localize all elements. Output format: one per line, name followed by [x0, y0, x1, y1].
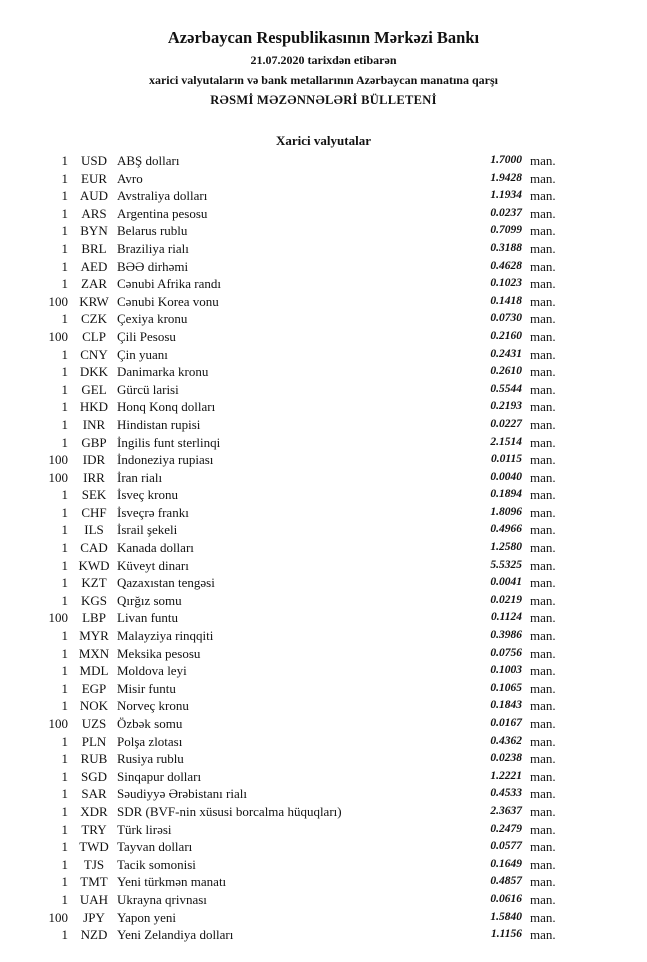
currency-code: PLN [81, 733, 107, 749]
exchange-rate: 1.5840 [490, 910, 522, 923]
currency-code: TWD [79, 839, 109, 855]
currency-unit: man. [530, 240, 556, 256]
table-row [0, 240, 647, 258]
currency-name: İngilis funt sterlinqi [117, 434, 221, 450]
currency-name: Avstraliya dolları [117, 188, 208, 204]
currency-name: Hindistan rupisi [117, 416, 201, 432]
exchange-rate: 1.2580 [490, 541, 522, 554]
table-row [0, 609, 647, 627]
bulletin-description: xarici valyutaların və bank metallarının Azərbaycan manatına qarşı [148, 73, 498, 87]
exchange-rate: 0.2193 [490, 400, 522, 413]
currency-name: Argentina pesosu [117, 205, 208, 221]
currency-code: MDL [79, 663, 109, 679]
currency-code: SGD [80, 768, 107, 784]
table-row [0, 416, 647, 434]
currency-code: TRY [81, 821, 107, 837]
currency-name: Qazaxıstan tengəsi [117, 575, 215, 591]
table-row [0, 258, 647, 276]
currency-unit: man. [530, 469, 556, 485]
unit-amount: 100 [48, 716, 68, 731]
currency-name: Küveyt dinarı [117, 557, 189, 573]
currency-unit: man. [530, 856, 556, 872]
table-row [0, 222, 647, 240]
exchange-rate: 0.4966 [490, 523, 522, 536]
currency-code: SAR [81, 786, 107, 802]
unit-amount: 1 [61, 381, 68, 397]
table-row [0, 909, 647, 927]
unit-amount: 100 [48, 909, 68, 925]
table-row [0, 310, 647, 328]
table-row [0, 328, 647, 346]
currency-unit: man. [530, 328, 556, 344]
exchange-rate: 0.0227 [490, 417, 522, 430]
unit-amount: 1 [61, 153, 68, 168]
currency-unit: man. [530, 346, 556, 362]
currency-code: KGS [80, 592, 107, 608]
exchange-rate: 1.2221 [490, 769, 522, 782]
unit-amount: 1 [61, 856, 68, 872]
currency-name: Cənubi Afrika randı [117, 276, 221, 292]
currency-unit: man. [530, 276, 556, 292]
currency-unit: man. [530, 716, 556, 731]
unit-amount: 1 [61, 663, 68, 679]
currency-name: SDR (BVF-nin xüsusi borcalma hüquqları) [117, 803, 342, 819]
table-row [0, 574, 647, 592]
currency-code: CLP [82, 328, 106, 344]
unit-amount: 1 [61, 364, 68, 380]
unit-amount: 1 [61, 311, 68, 327]
table-row [0, 469, 647, 487]
currency-unit: man. [530, 909, 556, 925]
currency-code: BYN [80, 223, 108, 239]
currency-unit: man. [530, 399, 556, 415]
table-row [0, 821, 647, 839]
exchange-rate: 1.7000 [490, 154, 522, 166]
exchange-rate: 0.0577 [490, 840, 522, 853]
currency-code: NZD [80, 927, 108, 943]
currency-code: AED [80, 258, 108, 274]
table-row [0, 293, 647, 311]
bank-title: Azərbaycan Respublikasının Mərkəzi Bankı [167, 28, 480, 47]
currency-name: Avro [117, 170, 143, 186]
currency-name: Malayziya rinqqiti [117, 628, 214, 644]
currency-code: TJS [83, 856, 105, 872]
currency-code: BRL [81, 240, 107, 256]
currency-name: Misir funtu [117, 680, 176, 696]
currency-unit: man. [530, 839, 556, 855]
unit-amount: 1 [61, 258, 68, 274]
unit-amount: 1 [61, 821, 68, 837]
currency-unit: man. [530, 522, 556, 538]
table-row [0, 557, 647, 575]
unit-amount: 1 [61, 575, 68, 591]
table-row [0, 434, 647, 452]
currency-name: Polşa zlotası [117, 733, 183, 749]
currency-name: Norveç kronu [117, 698, 189, 714]
currency-name: Meksika pesosu [117, 645, 201, 661]
unit-amount: 1 [61, 751, 68, 767]
currency-code: DKK [79, 364, 109, 380]
exchange-rate: 0.2479 [490, 822, 522, 835]
currency-code: CHF [81, 504, 107, 520]
table-row [0, 662, 647, 680]
currency-code: KRW [79, 293, 109, 309]
effective-date: 21.07.2020 tarixdən etibarən [250, 53, 397, 67]
currency-unit: man. [530, 645, 556, 661]
table-row [0, 873, 647, 891]
unit-amount: 1 [61, 592, 68, 608]
currency-unit: man. [530, 311, 556, 327]
currency-code: TMT [80, 874, 108, 890]
currency-name: Qırğız somu [117, 592, 182, 608]
exchange-rate: 0.7099 [490, 224, 522, 237]
currency-unit: man. [530, 575, 556, 591]
table-row [0, 785, 647, 803]
currency-unit: man. [530, 680, 556, 696]
currency-code: MYR [79, 628, 109, 644]
currency-name: Tayvan dolları [117, 839, 193, 855]
exchange-rate: 0.3188 [490, 241, 522, 254]
table-row [0, 645, 647, 663]
table-row [0, 680, 647, 698]
unit-amount: 1 [61, 276, 68, 292]
table-row [0, 521, 647, 539]
currency-unit: man. [530, 188, 556, 204]
currency-code: RUB [80, 751, 108, 767]
currency-unit: man. [530, 223, 556, 239]
exchange-rate: 0.1649 [490, 857, 522, 870]
currency-code: IDR [82, 452, 106, 468]
unit-amount: 1 [61, 891, 68, 907]
unit-amount: 1 [61, 680, 68, 696]
currency-code: USD [80, 153, 107, 168]
unit-amount: 1 [61, 205, 68, 221]
currency-code: CZK [81, 311, 107, 327]
bulletin-title: RƏSMİ MƏZƏNNƏLƏRİ BÜLLETENİ [210, 93, 437, 107]
exchange-rate: 0.0040 [490, 470, 522, 483]
currency-unit: man. [530, 768, 556, 784]
currency-unit: man. [530, 452, 556, 468]
currency-unit: man. [530, 786, 556, 802]
currency-name: Sinqapur dolları [117, 768, 202, 784]
table-row [0, 504, 647, 522]
currency-name: Livan funtu [117, 610, 179, 626]
unit-amount: 1 [61, 786, 68, 802]
section-title: Xarici valyutalar [276, 133, 371, 148]
currency-code: JPY [83, 909, 105, 925]
table-row [0, 363, 647, 381]
unit-amount: 1 [61, 733, 68, 749]
currency-name: Kanada dolları [117, 540, 194, 556]
table-row [0, 697, 647, 715]
currency-name: İsrail şekeli [117, 522, 178, 538]
unit-amount: 1 [61, 223, 68, 239]
currency-unit: man. [530, 927, 556, 943]
exchange-rate: 1.9428 [490, 171, 522, 184]
unit-amount: 1 [61, 839, 68, 855]
currency-code: ZAR [81, 276, 107, 292]
table-row [0, 627, 647, 645]
table-row [0, 187, 647, 205]
currency-code: UAH [79, 891, 109, 907]
currency-name: Yapon yeni [117, 909, 176, 925]
table-row [0, 592, 647, 610]
currency-unit: man. [530, 592, 556, 608]
unit-amount: 1 [61, 628, 68, 644]
currency-name: İsveç kronu [117, 487, 179, 503]
currency-name: Özbək somu [117, 716, 183, 731]
currency-name: Çili Pesosu [117, 328, 176, 344]
exchange-rate: 2.1514 [490, 435, 522, 448]
unit-amount: 1 [61, 803, 68, 819]
exchange-rate: 0.0238 [490, 752, 522, 765]
currency-unit: man. [530, 258, 556, 274]
unit-amount: 1 [61, 416, 68, 432]
exchange-rate: 0.5544 [490, 382, 522, 395]
currency-name: Tacik somonisi [117, 856, 196, 872]
currency-name: Çexiya kronu [117, 311, 188, 327]
exchange-rate: 0.1843 [490, 699, 522, 712]
exchange-rate: 0.0041 [490, 576, 522, 589]
currency-name: Səudiyyə Ərəbistanı rialı [117, 786, 247, 802]
unit-amount: 1 [61, 399, 68, 415]
table-row [0, 170, 647, 188]
exchange-rate: 0.2610 [490, 365, 522, 378]
currency-code: NOK [79, 698, 109, 714]
currency-unit: man. [530, 153, 556, 168]
currency-code: GBP [81, 434, 107, 450]
unit-amount: 100 [48, 452, 68, 468]
currency-code: IRR [83, 469, 105, 485]
currency-unit: man. [530, 628, 556, 644]
currency-unit: man. [530, 610, 556, 626]
unit-amount: 1 [61, 346, 68, 362]
exchange-rate: 0.0730 [490, 312, 522, 325]
exchange-rate: 0.0616 [490, 892, 522, 905]
currency-code: XDR [80, 803, 108, 819]
table-row [0, 451, 647, 469]
unit-amount: 1 [61, 557, 68, 573]
table-row [0, 346, 647, 364]
table-row [0, 486, 647, 504]
exchange-rate: 0.4533 [490, 787, 522, 800]
exchange-rate: 1.8096 [490, 505, 522, 518]
currency-name: İndoneziya rupiası [117, 452, 214, 468]
currency-name: Yeni Zelandiya dolları [117, 927, 234, 943]
currency-unit: man. [530, 434, 556, 450]
unit-amount: 100 [48, 610, 68, 626]
table-row [0, 539, 647, 557]
currency-code: MXN [78, 645, 110, 661]
currency-unit: man. [530, 751, 556, 767]
currency-name: Honq Konq dolları [117, 399, 216, 415]
currency-name: İran rialı [117, 469, 163, 485]
currency-code: INR [82, 416, 106, 432]
table-row [0, 803, 647, 821]
exchange-rate: 0.2431 [490, 347, 522, 360]
currency-name: Braziliya rialı [117, 240, 189, 256]
currency-code: SEK [81, 487, 107, 503]
currency-unit: man. [530, 504, 556, 520]
exchange-rate: 1.1934 [490, 189, 522, 202]
table-row [0, 838, 647, 856]
exchange-rate: 0.0756 [490, 646, 522, 659]
currency-name: Çin yuanı [117, 346, 168, 362]
currency-code: CNY [80, 346, 108, 362]
currency-unit: man. [530, 803, 556, 819]
currency-code: AUD [79, 188, 109, 204]
exchange-rate: 0.3986 [490, 629, 522, 642]
exchange-rate: 0.1418 [490, 294, 522, 307]
table-row [0, 275, 647, 293]
currency-name: İsveçrə frankı [117, 504, 189, 520]
currency-name: Moldova leyi [117, 663, 187, 679]
currency-name: Rusiya rublu [117, 751, 184, 767]
currency-unit: man. [530, 364, 556, 380]
currency-unit: man. [530, 170, 556, 186]
table-row [0, 926, 647, 944]
currency-unit: man. [530, 891, 556, 907]
currency-unit: man. [530, 487, 556, 503]
exchange-rate: 0.1124 [491, 611, 522, 624]
currency-name: Belarus rublu [117, 223, 188, 239]
unit-amount: 1 [61, 434, 68, 450]
unit-amount: 1 [61, 170, 68, 186]
currency-unit: man. [530, 293, 556, 309]
table-row [0, 733, 647, 751]
table-row [0, 152, 647, 170]
currency-name: Türk lirəsi [117, 821, 172, 837]
currency-name: Ukrayna qrivnası [117, 891, 207, 907]
exchange-rate: 0.0115 [491, 453, 522, 466]
currency-name: Cənubi Korea vonu [117, 293, 219, 309]
unit-amount: 100 [48, 328, 68, 344]
document-header [0, 28, 647, 108]
unit-amount: 1 [61, 698, 68, 714]
currency-name: BƏƏ dirhəmi [117, 258, 189, 274]
currency-unit: man. [530, 874, 556, 890]
exchange-rate: 0.4857 [490, 875, 522, 888]
currency-unit: man. [530, 205, 556, 221]
exchange-rate: 0.2160 [490, 329, 522, 342]
table-row [0, 205, 647, 223]
table-row [0, 768, 647, 786]
exchange-rate: 0.4628 [490, 259, 522, 272]
currency-unit: man. [530, 540, 556, 556]
currency-unit: man. [530, 663, 556, 679]
exchange-rate: 2.3637 [490, 804, 522, 817]
currency-code: EUR [81, 170, 107, 186]
exchange-rate: 0.0167 [490, 717, 522, 729]
exchange-rate: 5.5325 [490, 558, 522, 571]
currency-name: Gürcü larisi [117, 381, 179, 397]
table-row [0, 856, 647, 874]
currency-code: KZT [81, 575, 107, 591]
currency-name: Yeni türkmən manatı [117, 874, 227, 890]
currency-code: CAD [80, 540, 108, 556]
exchange-rate: 0.0237 [490, 206, 522, 219]
unit-amount: 1 [61, 874, 68, 890]
currency-code: LBP [82, 610, 106, 626]
currency-unit: man. [530, 698, 556, 714]
currency-name: Danimarka kronu [117, 364, 209, 380]
exchange-rate: 0.4362 [490, 734, 522, 747]
table-row [0, 891, 647, 909]
currency-name: ABŞ dolları [117, 153, 180, 168]
unit-amount: 1 [61, 768, 68, 784]
table-row [0, 381, 647, 399]
table-row [0, 398, 647, 416]
exchange-rate: 1.1156 [491, 928, 522, 941]
unit-amount: 1 [61, 487, 68, 503]
exchange-rate: 0.0219 [490, 593, 522, 606]
unit-amount: 1 [61, 504, 68, 520]
currency-unit: man. [530, 733, 556, 749]
exchange-rate: 0.1894 [490, 488, 522, 501]
currency-code: HKD [79, 399, 109, 415]
exchange-rate: 0.1003 [490, 664, 522, 677]
exchange-rate: 0.1023 [490, 277, 522, 290]
table-row [0, 715, 647, 733]
unit-amount: 1 [61, 188, 68, 204]
currency-code: UZS [81, 716, 107, 731]
unit-amount: 1 [61, 645, 68, 661]
currency-rate-list [0, 152, 647, 944]
currency-code: EGP [81, 680, 107, 696]
unit-amount: 1 [61, 540, 68, 556]
currency-unit: man. [530, 381, 556, 397]
unit-amount: 1 [61, 240, 68, 256]
currency-unit: man. [530, 416, 556, 432]
currency-code: GEL [81, 381, 107, 397]
table-row [0, 750, 647, 768]
exchange-rate: 0.1065 [490, 681, 522, 694]
currency-code: ILS [84, 522, 104, 538]
currency-unit: man. [530, 557, 556, 573]
currency-unit: man. [530, 821, 556, 837]
currency-code: ARS [81, 205, 107, 221]
unit-amount: 100 [48, 293, 68, 309]
unit-amount: 100 [48, 469, 68, 485]
currency-code: KWD [78, 557, 110, 573]
unit-amount: 1 [61, 522, 68, 538]
unit-amount: 1 [61, 927, 68, 943]
